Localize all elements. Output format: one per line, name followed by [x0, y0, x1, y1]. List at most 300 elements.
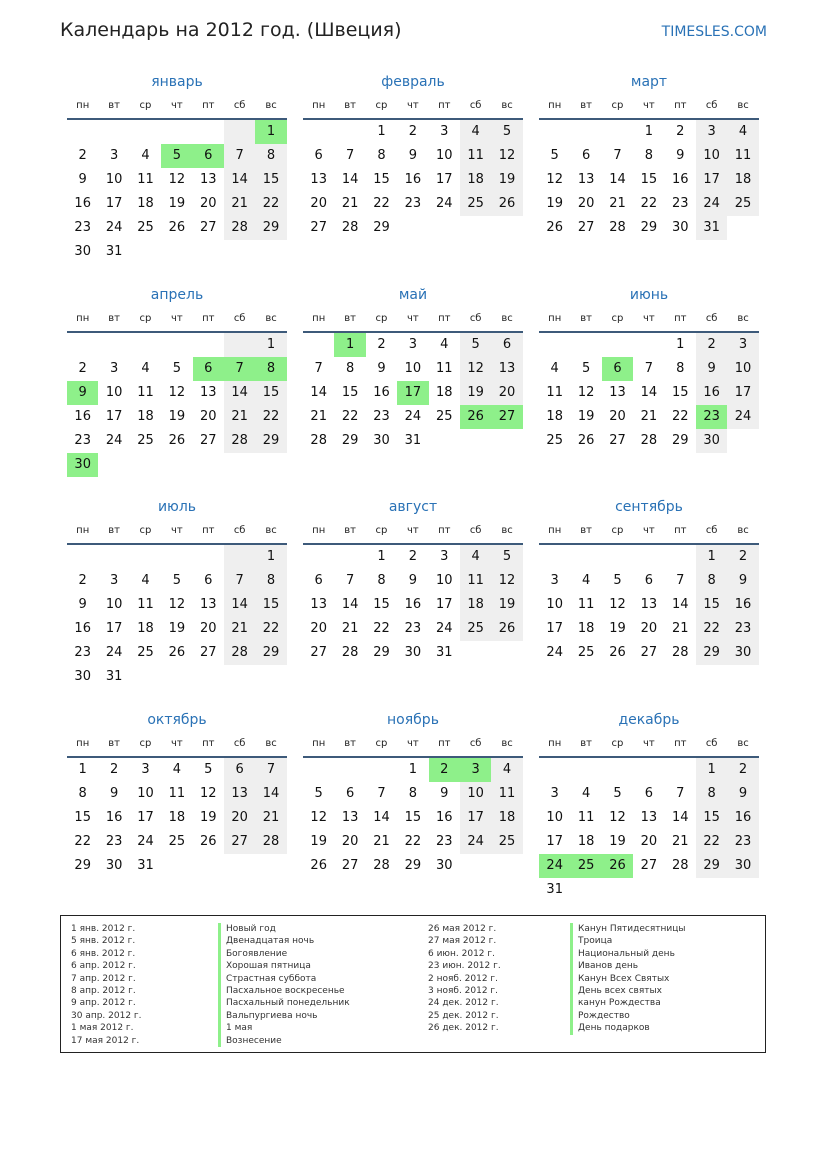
day-cell: 13	[491, 357, 522, 381]
day-cell: 3	[696, 120, 727, 144]
weekday-label: сб	[705, 738, 718, 749]
weekday-label: чт	[171, 738, 183, 749]
month-title: июнь	[629, 287, 669, 303]
weekday-label: пт	[202, 100, 215, 111]
day-cell: 24	[105, 220, 123, 235]
day-cell: 15	[696, 806, 727, 830]
day-cell: 23	[727, 617, 758, 641]
day-cell: 19	[460, 381, 491, 405]
day-cell: 28	[224, 641, 255, 665]
legend-date: 7 апр. 2012 г.	[71, 973, 136, 984]
weekday-label: вт	[580, 525, 592, 536]
day-cell: 9	[440, 786, 449, 801]
day-cell: 11	[491, 782, 522, 806]
weekday-label: вт	[344, 313, 356, 324]
day-cell: 4	[172, 762, 181, 777]
weekday-label: вт	[580, 100, 592, 111]
weekday-label: вт	[344, 738, 356, 749]
day-cell: 24	[460, 830, 491, 854]
day-cell: 20	[640, 834, 658, 849]
day-cell: 31	[696, 216, 727, 240]
legend-date: 1 янв. 2012 г.	[71, 924, 136, 934]
day-cell: 4	[491, 758, 522, 782]
weekday-header	[539, 734, 759, 754]
day-cell: 9	[78, 172, 87, 187]
day-cell: 3	[408, 337, 417, 352]
weekday-label: пт	[674, 738, 687, 749]
day-cell: 11	[137, 172, 154, 187]
day-cell: 28	[373, 858, 390, 873]
weekday-label: ср	[611, 525, 624, 536]
day-cell: 31	[435, 645, 453, 660]
legend-holiday-name: Новый год	[218, 923, 350, 935]
month-title: апрель	[150, 287, 204, 303]
day-cell: 18	[491, 806, 522, 830]
day-cell: 9	[676, 148, 685, 163]
empty-cell	[130, 545, 161, 569]
day-cell: 4	[460, 120, 491, 144]
day-cell: 1	[377, 549, 386, 564]
legend-dates-column-2	[428, 923, 501, 1035]
day-cell: 6	[314, 573, 323, 588]
weekday-label: вт	[344, 525, 356, 536]
empty-cell	[303, 545, 334, 569]
day-cell: 25	[727, 192, 758, 216]
weekday-label: сб	[469, 313, 482, 324]
weekday-header	[67, 734, 287, 754]
empty-cell	[161, 120, 192, 144]
day-cell: 25	[491, 830, 522, 854]
day-cell: 18	[577, 621, 595, 636]
day-cell: 14	[255, 782, 286, 806]
weekday-label: вт	[108, 313, 120, 324]
day-cell: 17	[105, 196, 123, 211]
legend-holiday-name: канун Рождества	[570, 997, 685, 1009]
day-cell: 19	[491, 593, 522, 617]
day-cell: 5	[460, 333, 491, 357]
weekday-label: чт	[171, 313, 183, 324]
day-cell: 29	[341, 433, 359, 448]
days-grid	[67, 545, 287, 689]
month-title: август	[388, 499, 438, 515]
empty-cell	[98, 333, 129, 357]
day-cell: 30	[373, 433, 390, 448]
day-cell: 26	[609, 645, 626, 660]
empty-cell	[602, 120, 633, 144]
day-cell: 15	[373, 172, 390, 187]
day-cell: 26	[491, 192, 522, 216]
site-link[interactable]: TIMESLES.COM	[661, 24, 767, 40]
legend-names-column-2	[570, 923, 685, 1035]
days-grid	[539, 333, 759, 453]
day-cell: 14	[640, 385, 658, 400]
day-cell: 30	[74, 669, 91, 684]
day-cell: 12	[491, 569, 522, 593]
weekday-header	[303, 309, 523, 329]
day-cell: 12	[168, 385, 186, 400]
day-cell: 5	[204, 762, 213, 777]
day-cell: 15	[255, 381, 286, 405]
day-cell: 16	[435, 810, 453, 825]
weekday-label: вс	[265, 525, 277, 536]
legend-date: 17 мая 2012 г.	[71, 1035, 140, 1046]
legend-holiday-name: Богоявление	[218, 948, 350, 960]
day-cell: 21	[224, 617, 255, 641]
weekday-header	[303, 521, 523, 541]
day-cell: 13	[199, 172, 217, 187]
day-cell: 24	[404, 409, 422, 424]
empty-cell	[193, 120, 224, 144]
day-cell: 16	[727, 593, 758, 617]
empty-cell	[67, 545, 98, 569]
empty-cell	[130, 120, 161, 144]
holiday-legend	[60, 915, 766, 1053]
legend-date: 3 нояб. 2012 г.	[428, 985, 499, 996]
legend-dates-column-1	[71, 923, 142, 1047]
day-cell: 26	[168, 645, 186, 660]
legend-holiday-name: Вальпургиева ночь	[218, 1010, 350, 1022]
day-cell: 12	[609, 810, 626, 825]
day-cell: 13	[199, 385, 217, 400]
weekday-label: сб	[705, 100, 718, 111]
day-cell: 21	[310, 409, 327, 424]
day-cell: 20	[199, 621, 217, 636]
empty-cell	[570, 545, 601, 569]
empty-cell	[366, 758, 397, 782]
day-cell: 16	[671, 172, 689, 187]
day-cell: 5	[172, 361, 181, 376]
day-cell: 2	[727, 545, 758, 569]
weekday-label: сб	[705, 313, 718, 324]
day-cell: 3	[109, 148, 119, 163]
weekday-label: пт	[202, 738, 215, 749]
empty-cell	[602, 545, 633, 569]
legend-holiday-name: Канун Всех Святых	[570, 973, 685, 985]
day-cell: 7	[644, 361, 653, 376]
month-block	[303, 285, 523, 453]
day-cell: 27	[310, 220, 327, 235]
weekday-label: вт	[108, 738, 120, 749]
day-cell: 6	[345, 786, 355, 801]
day-cell: 22	[341, 409, 359, 424]
day-cell: 13	[310, 172, 327, 187]
day-cell: 20	[577, 196, 595, 211]
legend-holiday-name: Троица	[570, 935, 685, 947]
weekday-label: сб	[233, 100, 246, 111]
day-cell: 19	[168, 196, 186, 211]
day-cell: 23	[696, 405, 727, 429]
day-cell: 23	[727, 830, 758, 854]
day-cell: 1	[644, 124, 653, 139]
day-cell: 23	[74, 220, 91, 235]
day-cell: 1	[377, 124, 386, 139]
day-cell: 16	[74, 196, 91, 211]
weekday-label: пн	[548, 100, 562, 111]
weekday-label: вс	[265, 313, 277, 324]
day-cell: 6	[491, 333, 522, 357]
month-title: март	[630, 74, 668, 90]
day-cell: 17	[696, 168, 727, 192]
day-cell: 14	[671, 597, 689, 612]
empty-cell	[633, 545, 664, 569]
day-cell: 23	[105, 834, 123, 849]
weekday-label: вс	[737, 738, 749, 749]
day-cell: 25	[570, 854, 601, 878]
day-cell: 6	[204, 573, 213, 588]
day-cell: 15	[341, 385, 359, 400]
day-cell: 17	[546, 834, 563, 849]
weekday-label: вс	[501, 313, 513, 324]
day-cell: 24	[435, 196, 453, 211]
day-cell: 27	[199, 645, 217, 660]
day-cell: 6	[581, 148, 591, 163]
day-cell: 10	[727, 357, 758, 381]
day-cell: 23	[74, 433, 91, 448]
weekday-label: чт	[171, 525, 183, 536]
day-cell: 20	[310, 621, 327, 636]
weekday-label: сб	[469, 738, 482, 749]
day-cell: 28	[671, 645, 689, 660]
day-cell: 11	[137, 597, 154, 612]
day-cell: 24	[137, 834, 154, 849]
day-cell: 30	[727, 854, 758, 878]
month-title: февраль	[381, 74, 445, 90]
day-cell: 9	[109, 786, 119, 801]
day-cell: 18	[460, 168, 491, 192]
day-cell: 16	[727, 806, 758, 830]
day-cell: 22	[74, 834, 91, 849]
day-cell: 9	[67, 381, 98, 405]
day-cell: 2	[429, 758, 460, 782]
day-cell: 29	[404, 858, 422, 873]
day-cell: 5	[491, 120, 522, 144]
day-cell: 20	[491, 381, 522, 405]
weekday-label: чт	[643, 738, 655, 749]
legend-date: 23 июн. 2012 г.	[428, 961, 501, 972]
day-cell: 9	[696, 357, 727, 381]
day-cell: 9	[78, 597, 87, 612]
legend-date: 2 нояб. 2012 г.	[428, 973, 499, 984]
day-cell: 29	[696, 641, 727, 665]
day-cell: 31	[105, 669, 123, 684]
weekday-label: вс	[501, 100, 513, 111]
day-cell: 3	[109, 573, 119, 588]
day-cell: 26	[491, 617, 522, 641]
day-cell: 15	[373, 597, 390, 612]
legend-date: 27 мая 2012 г.	[428, 936, 497, 947]
weekday-label: сб	[705, 525, 718, 536]
empty-cell	[67, 120, 98, 144]
day-cell: 13	[577, 172, 595, 187]
day-cell: 26	[577, 433, 595, 448]
legend-date: 6 апр. 2012 г.	[71, 961, 136, 972]
weekday-label: ср	[139, 525, 152, 536]
day-cell: 7	[345, 148, 355, 163]
weekday-label: пн	[312, 738, 326, 749]
day-cell: 27	[199, 220, 217, 235]
day-cell: 24	[435, 621, 453, 636]
day-cell: 5	[613, 573, 622, 588]
day-cell: 20	[199, 409, 217, 424]
day-cell: 9	[727, 782, 758, 806]
day-cell: 27	[640, 858, 658, 873]
day-cell: 30	[671, 220, 689, 235]
legend-date: 8 апр. 2012 г.	[71, 985, 136, 996]
day-cell: 21	[341, 621, 359, 636]
day-cell: 13	[310, 597, 327, 612]
weekday-label: сб	[469, 525, 482, 536]
day-cell: 17	[105, 621, 123, 636]
day-cell: 30	[727, 641, 758, 665]
day-cell: 9	[727, 569, 758, 593]
day-cell: 4	[581, 573, 591, 588]
legend-date: 26 мая 2012 г.	[428, 924, 497, 934]
day-cell: 2	[696, 333, 727, 357]
day-cell: 30	[74, 244, 91, 259]
weekday-header	[67, 309, 287, 329]
day-cell: 31	[546, 882, 563, 897]
days-grid	[539, 758, 759, 902]
day-cell: 12	[199, 786, 217, 801]
day-cell: 4	[581, 786, 591, 801]
weekday-label: вт	[344, 100, 356, 111]
day-cell: 23	[404, 196, 422, 211]
weekday-label: ср	[375, 313, 388, 324]
day-cell: 11	[577, 597, 595, 612]
weekday-label: вс	[501, 525, 513, 536]
weekday-header	[303, 734, 523, 754]
empty-cell	[633, 758, 664, 782]
day-cell: 3	[550, 786, 559, 801]
weekday-header	[539, 521, 759, 541]
day-cell: 17	[105, 409, 123, 424]
days-grid	[67, 120, 287, 264]
day-cell: 8	[644, 148, 653, 163]
day-cell: 16	[696, 381, 727, 405]
empty-cell	[334, 545, 365, 569]
day-cell: 8	[696, 569, 727, 593]
month-block	[539, 72, 759, 240]
legend-date: 1 мая 2012 г.	[71, 1023, 134, 1034]
days-grid	[539, 545, 759, 665]
day-cell: 5	[172, 573, 181, 588]
day-cell: 22	[696, 830, 727, 854]
day-cell: 8	[255, 569, 286, 593]
day-cell: 27	[577, 220, 595, 235]
day-cell: 7	[224, 569, 255, 593]
day-cell: 12	[310, 810, 327, 825]
day-cell: 11	[435, 361, 453, 376]
day-cell: 13	[609, 385, 626, 400]
day-cell: 14	[609, 172, 626, 187]
day-cell: 26	[168, 220, 186, 235]
legend-holiday-name: Национальный день	[570, 948, 685, 960]
day-cell: 20	[199, 196, 217, 211]
day-cell: 3	[460, 758, 491, 782]
day-cell: 16	[373, 385, 390, 400]
day-cell: 20	[609, 409, 626, 424]
day-cell: 6	[193, 144, 224, 168]
weekday-label: вс	[501, 738, 513, 749]
empty-cell	[303, 333, 334, 357]
day-cell: 29	[255, 641, 286, 665]
day-cell: 11	[137, 385, 154, 400]
day-cell: 14	[671, 810, 689, 825]
empty-cell	[334, 758, 365, 782]
weekday-label: пн	[76, 525, 90, 536]
weekday-label: вс	[737, 100, 749, 111]
weekday-label: вт	[108, 525, 120, 536]
weekday-label: сб	[233, 738, 246, 749]
day-cell: 28	[609, 220, 626, 235]
day-cell: 26	[602, 854, 633, 878]
month-title: сентябрь	[615, 499, 683, 515]
weekday-label: пн	[548, 525, 562, 536]
weekday-label: вт	[580, 738, 592, 749]
empty-cell	[570, 758, 601, 782]
weekday-label: пт	[438, 738, 451, 749]
weekday-label: пт	[674, 525, 687, 536]
weekday-label: вт	[108, 100, 120, 111]
day-cell: 21	[609, 196, 626, 211]
day-cell: 2	[727, 758, 758, 782]
day-cell: 29	[671, 433, 689, 448]
day-cell: 18	[546, 409, 563, 424]
days-grid	[303, 120, 523, 240]
empty-cell	[602, 333, 633, 357]
weekday-label: вс	[737, 313, 749, 324]
day-cell: 18	[168, 810, 186, 825]
day-cell: 24	[105, 645, 123, 660]
day-cell: 18	[137, 621, 154, 636]
day-cell: 17	[435, 597, 453, 612]
weekday-header	[539, 309, 759, 329]
empty-cell	[303, 120, 334, 144]
day-cell: 15	[640, 172, 658, 187]
empty-cell	[130, 333, 161, 357]
day-cell: 12	[491, 144, 522, 168]
day-cell: 20	[341, 834, 359, 849]
weekday-label: пн	[76, 100, 90, 111]
day-cell: 12	[460, 357, 491, 381]
weekday-label: пт	[438, 525, 451, 536]
legend-date: 25 дек. 2012 г.	[428, 1010, 499, 1021]
legend-date: 6 янв. 2012 г.	[71, 948, 136, 959]
weekday-label: пт	[202, 525, 215, 536]
day-cell: 22	[640, 196, 658, 211]
day-cell: 20	[224, 806, 255, 830]
day-cell: 21	[224, 192, 255, 216]
day-cell: 21	[640, 409, 658, 424]
day-cell: 17	[137, 810, 154, 825]
day-cell: 1	[696, 545, 727, 569]
weekday-label: ср	[375, 100, 388, 111]
day-cell: 31	[137, 858, 154, 873]
empty-cell	[570, 120, 601, 144]
day-cell: 23	[373, 409, 390, 424]
day-cell: 26	[460, 405, 491, 429]
day-cell: 16	[74, 409, 91, 424]
day-cell: 5	[314, 786, 323, 801]
day-cell: 3	[440, 549, 449, 564]
weekday-label: вс	[737, 525, 749, 536]
day-cell: 18	[137, 196, 154, 211]
day-cell: 29	[696, 854, 727, 878]
month-block	[67, 497, 287, 689]
day-cell: 19	[609, 621, 626, 636]
day-cell: 3	[440, 124, 449, 139]
day-cell: 27	[609, 433, 626, 448]
